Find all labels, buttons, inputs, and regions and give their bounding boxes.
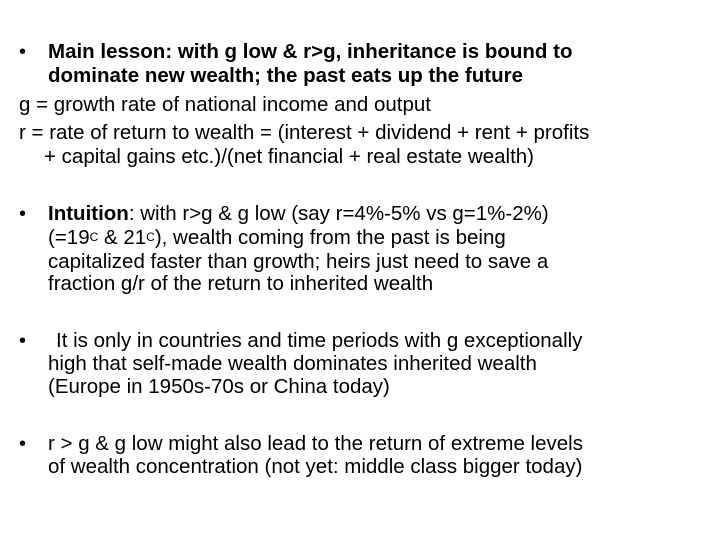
century-sup-1: C [89,230,99,244]
intuition-label: Intuition [48,202,129,225]
bullet-3-line-3: (Europe in 1950s-70s or China today) [48,375,390,398]
g-definition: g = growth rate of national income and output [19,93,431,116]
bullet-4-line-1: r > g & g low might also lead to the return of extreme levels [48,432,583,455]
bullet-2-line-3: capitalized faster than growth; heirs just need to save a [48,250,549,273]
bullet-3-marker: • [19,330,27,352]
bullet-1-line-2: dominate new wealth; the past eats up the future [48,64,523,87]
bullet-1-marker: • [19,41,27,63]
bullet-2-line-1 [48,202,549,226]
bullet-4-marker: • [19,433,27,455]
bullet-1-line-1: Main lesson: with g low & r>g, inheritance is bound to [48,40,573,63]
bullet-3-line-1: It is only in countries and time periods with g exceptionally [56,329,583,352]
intuition-text: : with r>g & g low (say r=4%-5% vs g=1%-2%) [128,202,549,225]
bullet-2-marker: • [19,203,27,225]
r-definition-line-1: r = rate of return to wealth = (interest + dividend + rent + profits [19,121,590,144]
bullet-2-line-2 [48,226,506,250]
bullet-3-line-2: high that self-made wealth dominates inherited wealth [48,352,537,375]
century-text-b: & 21 [98,226,147,249]
century-text-a: (=19 [48,226,90,249]
bullet-4-line-2: of wealth concentration (not yet: middle class bigger today) [48,455,583,478]
bullet-2-line-4: fraction g/r of the return to inherited wealth [48,272,434,295]
century-text-c: ), wealth coming from the past is being [154,226,506,249]
century-sup-2: C [146,230,155,244]
r-definition-line-2: + capital gains etc.)/(net financial + real estate wealth) [44,145,534,168]
